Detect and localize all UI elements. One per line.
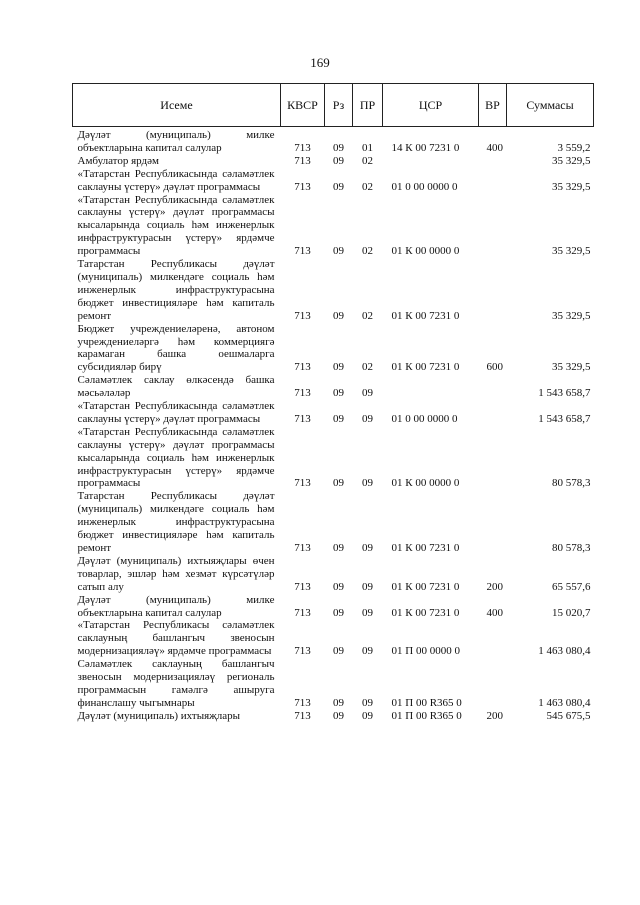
cell-rz: 09 (333, 245, 344, 258)
cell-csr: 01 К 00 0000 0 (391, 477, 460, 490)
cell-vr (479, 619, 507, 658)
header-rz: Рз (325, 84, 353, 127)
table-body (73, 127, 594, 723)
cell-pr: 09 (362, 580, 373, 593)
page-number: 169 (310, 55, 330, 70)
table-row (73, 155, 594, 168)
header-pr: ПР (353, 84, 383, 127)
cell-pr: 09 (362, 696, 373, 709)
cell-sum: 65 557,6 (552, 580, 591, 593)
header-vr: ВР (479, 84, 507, 127)
cell-rz: 09 (333, 580, 344, 593)
cell-pr: 09 (362, 477, 373, 490)
cell-kvsr: 713 (294, 154, 311, 167)
table-row (73, 710, 594, 723)
cell-pr: 02 (362, 154, 373, 167)
cell-csr: 01 К 00 7231 0 (391, 361, 460, 374)
cell-rz: 09 (333, 154, 344, 167)
table-row (73, 619, 594, 658)
cell-kvsr: 713 (294, 606, 311, 619)
cell-pr: 09 (362, 606, 373, 619)
cell-sum: 80 578,3 (552, 477, 591, 490)
cell-rz: 09 (333, 709, 344, 722)
cell-sum: 35 329,5 (552, 361, 591, 374)
table-row (73, 127, 594, 155)
cell-rz: 09 (333, 412, 344, 425)
cell-vr: 600 (486, 361, 503, 374)
cell-name: Бюджет учреждениеләренә, автоном учреждениеләргә һәм коммерциягә карамаган башка оешмаларга субсидияләр бирү (77, 322, 275, 374)
cell-vr (479, 258, 507, 323)
cell-sum: 1 543 658,7 (538, 387, 591, 400)
cell-rz: 09 (333, 141, 344, 154)
cell-csr: 01 К 00 7231 0 (391, 580, 460, 593)
table-row (73, 658, 594, 710)
cell-pr: 02 (362, 245, 373, 258)
table-row (73, 490, 594, 555)
cell-name: «Татарстан Республикасында сәламәтлек саклауны үстерү» дәүләт программасы кысаларында социаль һәм инженерлык инфраструктурасын үстерү» ярдәмче программасы (77, 425, 275, 490)
cell-name: «Татарстан Республикасында сәламәтлек саклауны үстерү» дәүләт программасы (77, 400, 275, 425)
table-row (73, 168, 594, 194)
cell-pr: 02 (362, 361, 373, 374)
cell-csr: 01 П 00 R365 0 (391, 709, 462, 722)
cell-name: Сәламәтлек саклау өлкәсендә башка мәсьәләләр (77, 374, 275, 400)
cell-csr: 01 К 00 7231 0 (391, 309, 460, 322)
cell-csr: 01 0 00 0000 0 (391, 412, 458, 425)
cell-csr (383, 374, 479, 400)
cell-pr: 02 (362, 180, 373, 193)
cell-vr (479, 490, 507, 555)
cell-kvsr: 713 (294, 709, 311, 722)
budget-table (72, 83, 594, 723)
cell-name: Татарстан Республикасы дәүләт (муниципаль) милкендәге социаль һәм инженерлык инфраструктурасына бюджет инвестицияләре һәм капиталь ремонт (77, 490, 275, 554)
cell-vr (479, 658, 507, 710)
cell-rz: 09 (333, 387, 344, 400)
cell-rz: 09 (333, 477, 344, 490)
cell-vr: 400 (486, 606, 503, 619)
cell-name: Дәүләт (муниципаль) ихтыяҗлары өчен товарлар, эшләр һәм хезмәт күрсәтүләр сатып алу (77, 554, 275, 593)
cell-vr (479, 194, 507, 259)
cell-sum: 35 329,5 (552, 309, 591, 322)
cell-sum: 35 329,5 (552, 245, 591, 258)
cell-kvsr: 713 (294, 412, 311, 425)
cell-kvsr: 713 (294, 141, 311, 154)
cell-kvsr: 713 (294, 245, 311, 258)
table-row (73, 594, 594, 620)
cell-csr (383, 155, 479, 168)
cell-sum: 35 329,5 (552, 154, 591, 167)
table-row (73, 194, 594, 259)
cell-vr: 200 (486, 580, 503, 593)
cell-rz: 09 (333, 696, 344, 709)
table-row (73, 258, 594, 323)
cell-rz: 09 (333, 361, 344, 374)
cell-sum: 1 543 658,7 (538, 412, 591, 425)
cell-vr (479, 155, 507, 168)
cell-csr: 14 К 00 7231 0 (391, 141, 460, 154)
cell-pr: 09 (362, 412, 373, 425)
cell-rz: 09 (333, 542, 344, 554)
cell-name: Амбулатор ярдәм (77, 154, 159, 167)
header-csr: ЦСР (383, 84, 479, 127)
cell-pr: 01 (362, 141, 373, 154)
cell-name: Дәүләт (муниципаль) ихтыяҗлары (77, 709, 241, 722)
cell-csr: 01 К 00 0000 0 (391, 245, 460, 258)
cell-csr: 01 П 00 0000 0 (391, 645, 460, 658)
cell-pr: 02 (362, 309, 373, 322)
table-row (73, 400, 594, 426)
header-sum: Суммасы (507, 84, 594, 127)
cell-vr: 200 (486, 709, 503, 722)
cell-sum: 545 675,5 (546, 709, 591, 722)
cell-name: Дәүләт (муниципаль) милке объектларына капитал салулар (77, 593, 275, 619)
cell-vr: 400 (486, 141, 503, 154)
cell-kvsr: 713 (294, 696, 311, 709)
cell-rz: 09 (333, 606, 344, 619)
cell-kvsr: 713 (294, 580, 311, 593)
cell-kvsr: 713 (294, 361, 311, 374)
cell-sum: 80 578,3 (552, 542, 591, 554)
cell-name: «Татарстан Республикасы сәламәтлек саклауның башлангыч звеносын модернизацияләү» ярдәмче программасы (77, 619, 275, 658)
cell-kvsr: 713 (294, 645, 311, 658)
cell-pr: 09 (362, 387, 373, 400)
cell-pr: 09 (362, 645, 373, 658)
table-header-row (73, 84, 594, 127)
cell-kvsr: 713 (294, 180, 311, 193)
cell-csr: 01 К 00 7231 0 (391, 606, 460, 619)
cell-name: Дәүләт (муниципаль) милке объектларына капитал салулар (77, 129, 275, 154)
cell-sum: 15 020,7 (552, 606, 591, 619)
cell-rz: 09 (333, 309, 344, 322)
cell-csr: 01 0 00 0000 0 (391, 180, 458, 193)
table-row (73, 426, 594, 491)
cell-vr (479, 426, 507, 491)
cell-name: Сәламәтлек саклауның башлангыч звеносын модернизацияләү региональ программасын гамәлгә ашыруга финанслашу чыгымнары (77, 658, 275, 709)
table-row (73, 555, 594, 594)
cell-pr: 09 (362, 542, 373, 554)
cell-vr (479, 374, 507, 400)
cell-sum: 35 329,5 (552, 180, 591, 193)
table-row (73, 323, 594, 375)
cell-sum: 3 559,2 (557, 141, 591, 154)
header-kvsr: КВСР (281, 84, 325, 127)
cell-kvsr: 713 (294, 387, 311, 400)
cell-sum: 1 463 080,4 (538, 645, 591, 658)
cell-kvsr: 713 (294, 477, 311, 490)
cell-vr (479, 400, 507, 426)
cell-name: «Татарстан Республикасында сәламәтлек саклауны үстерү» дәүләт программасы (77, 167, 275, 193)
cell-kvsr: 713 (294, 542, 311, 554)
cell-rz: 09 (333, 645, 344, 658)
table-row (73, 374, 594, 400)
cell-pr: 09 (362, 709, 373, 722)
cell-kvsr: 713 (294, 309, 311, 322)
cell-sum: 1 463 080,4 (538, 696, 591, 709)
cell-name: «Татарстан Республикасында сәламәтлек саклауны үстерү» дәүләт программасы кысаларында социаль һәм инженерлык инфраструктурасын үстерү» ярдәмче программасы (77, 193, 275, 258)
header-name: Исеме (73, 84, 281, 127)
cell-rz: 09 (333, 180, 344, 193)
cell-name: Татарстан Республикасы дәүләт (муниципаль) милкендәге социаль һәм инженерлык инфраструктурасына бюджет инвестицияләре һәм капиталь ремонт (77, 258, 275, 322)
cell-csr: 01 П 00 R365 0 (391, 696, 462, 709)
cell-csr: 01 К 00 7231 0 (391, 542, 460, 554)
cell-vr (479, 168, 507, 194)
